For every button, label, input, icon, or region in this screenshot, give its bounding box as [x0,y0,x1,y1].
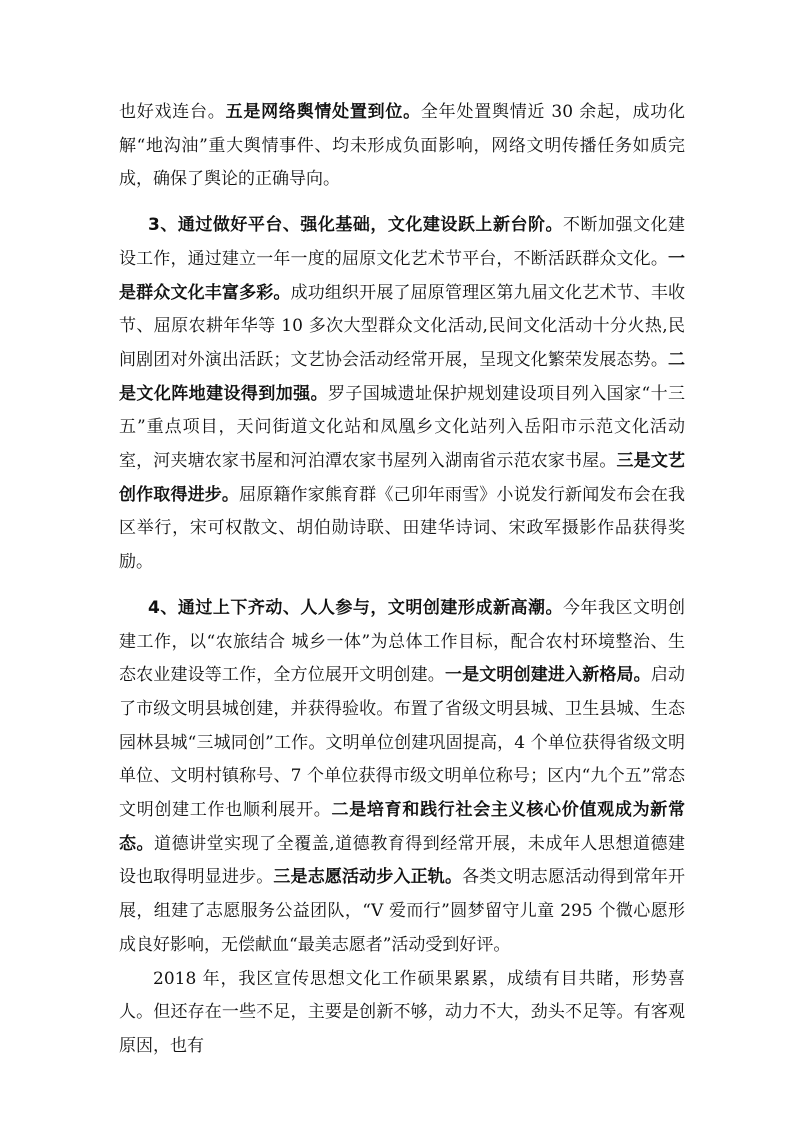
bold-heading: 五是网络舆情处置到位。 [225,102,421,122]
section-heading: 3、通过做好平台、强化基础，文化建设跃上新台阶。 [148,215,563,236]
bold-heading: 三是志愿活动步入正轨。 [273,867,463,888]
bold-heading: 三是文艺创作取得进步。 [119,451,685,505]
text-run: 不断加强文化建设工作，通过建立一年一度的屈原文化艺术节平台，不断活跃群众文化。 [119,215,686,269]
text-run: 成功组织开展了屈原管理区第九届文化艺术节、丰收节、屈原农耕年华等 10 多次大型群众文化活动,民间文化活动十分火热,民间剧团对外演出活跃；文艺协会活动经常开展，呈现文化繁荣发展态势。 [119,282,685,370]
text-run: 今年我区文明创建工作，以“农旅结合 城乡一体”为总体工作目标，配合农村环境整治、生态农业建设等工作，全方位展开文明创建。 [119,597,686,686]
paragraph-summary [119,963,685,1064]
paragraph-culture-construction [119,209,685,580]
bold-heading: 一是群众文化丰富多彩。 [119,248,685,303]
section-heading: 4、通过上下齐动、人人参与，文明创建形成新高潮。 [148,597,563,618]
bold-heading: 一是文明创建进入新格局。 [444,665,651,686]
text-run: 罗子国城遗址保护规划建设项目列入国家“十三五”重点项目，天问街道文化站和凤凰乡文化站列入岳阳市示范文化活动室，河夹塘农家书屋和河泊潭农家书屋列入湖南省示范农家书屋。 [119,383,686,472]
paragraph-network-opinion [119,96,685,197]
text-run: 2018 年，我区宣传思想文化工作硕果累累，成绩有目共睹，形势喜人。但还存在一些不足，主要是创新不够，动力不大，劲头不足等。有客观原因，也有 [119,968,685,1056]
paragraph-civilization-creation [119,592,685,963]
text-run: 道德讲堂实现了全覆盖,道德教育得到经常开展，未成年人思想道德建设也取得明显进步。 [119,833,686,888]
text-run: 也好戏连台。 [119,102,226,122]
document-page [119,96,685,1064]
text-run: 启动了市级文明县城创建，并获得验收。布置了省级文明县城、卫生县城、生态园林县城“三城同创”工作。文明单位创建巩固提高，4 个单位获得省级文明单位、文明村镇称号、7 个单位获得市级文明单位称号；区内“九个五”常态文明创建工作也顺利展开。 [119,665,685,821]
text-run: 全年处置舆情近 30 余起，成功化解“地沟油”重大舆情事件、均未形成负面影响，网络文明传播任务如质完成，确保了舆论的正确导向。 [119,102,685,190]
text-run: 屈原籍作家熊育群《己卯年雨雪》小说发行新闻发布会在我区举行，宋可权散文、胡伯勋诗联、田建华诗词、宋政军摄影作品获得奖励。 [119,484,685,573]
bold-heading: 二是培育和践行社会主义核心价值观成为新常态。 [119,800,685,854]
bold-heading: 二是文化阵地建设得到加强。 [119,349,685,404]
text-run: 各类文明志愿活动得到常年开展，组建了志愿服务公益团队，“V 爱而行”圆梦留守儿童 295 个微心愿形成良好影响，无偿献血“最美志愿者”活动受到好评。 [119,867,685,955]
